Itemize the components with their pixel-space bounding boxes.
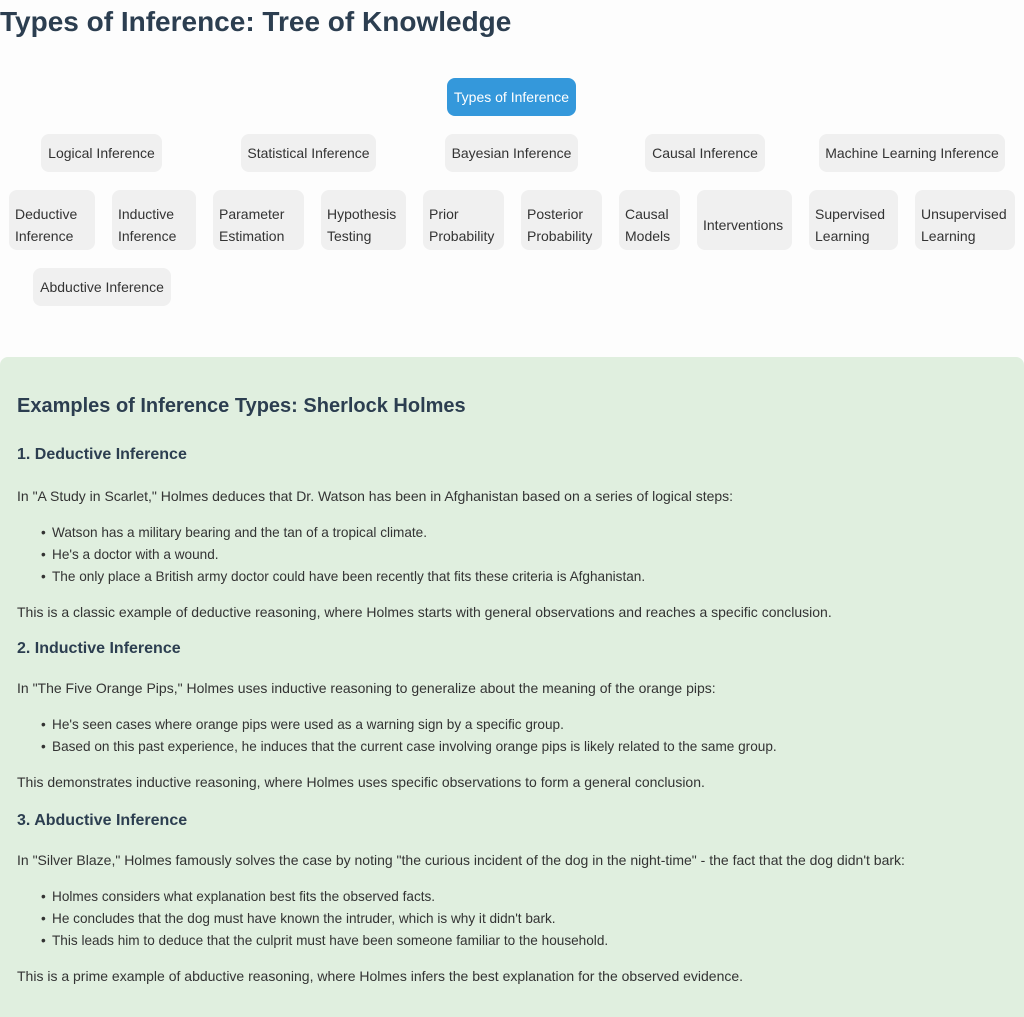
tree-node-label-line1: Prior — [429, 206, 459, 222]
tree-node-bayesian-inference[interactable] — [445, 134, 578, 172]
section-bullets — [17, 886, 1007, 952]
tree-node-unsupervised-learning[interactable] — [915, 190, 1015, 250]
section-heading: 3. Abductive Inference — [17, 812, 188, 829]
tree-node-posterior-probability[interactable] — [521, 190, 602, 250]
tree-node-parameter-estimation[interactable] — [213, 190, 304, 250]
tree-node-label: Machine Learning Inference — [825, 145, 999, 161]
list-item: • Holmes considers what explanation best fits the observed facts. — [17, 886, 1007, 908]
section-intro: In "The Five Orange Pips," Holmes uses inductive reasoning to generalize about the meaning of the orange pips: — [17, 680, 716, 696]
tree-node-label-line2: Probability — [429, 228, 495, 244]
list-item: • Based on this past experience, he induces that the current case involving orange pips is likely related to the same group. — [17, 736, 1007, 758]
tree-node-interventions[interactable] — [697, 190, 792, 250]
tree-node-label-line1: Causal — [625, 206, 669, 222]
section-outro: This is a classic example of deductive reasoning, where Holmes starts with general observations and reaches a specific conclusion. — [17, 604, 832, 620]
example-section-abductive — [17, 812, 1007, 984]
tree-node-inductive-inference[interactable] — [112, 190, 196, 250]
tree-node-label: Causal Inference — [652, 145, 758, 161]
tree-node-deductive-inference[interactable] — [9, 190, 95, 250]
tree-node-label-line2: Inference — [118, 228, 177, 244]
section-heading: 2. Inductive Inference — [17, 640, 181, 657]
section-bullets — [17, 714, 1007, 758]
examples-panel — [0, 357, 1024, 1017]
example-section-deductive — [17, 446, 1007, 620]
tree-node-hypothesis-testing[interactable] — [321, 190, 406, 250]
example-section-inductive — [17, 640, 1007, 790]
tree-node-label: Interventions — [703, 217, 784, 233]
tree-node-abductive-inference[interactable] — [33, 268, 171, 306]
tree-node-label-line1: Posterior — [527, 206, 584, 222]
page-title: Types of Inference: Tree of Knowledge — [0, 6, 512, 37]
tree-node-label-line2: Learning — [921, 228, 976, 244]
tree-node-label-line2: Inference — [15, 228, 74, 244]
tree-node-statistical-inference[interactable] — [241, 134, 376, 172]
section-heading: 1. Deductive Inference — [17, 446, 187, 463]
examples-title: Examples of Inference Types: Sherlock Holmes — [17, 395, 466, 417]
tree-node-label-line2: Learning — [815, 228, 870, 244]
list-item: • Watson has a military bearing and the tan of a tropical climate. — [17, 522, 1007, 544]
tree-node-logical-inference[interactable] — [41, 134, 162, 172]
tree-node-root[interactable] — [447, 78, 576, 116]
tree-node-label-line1: Inductive — [118, 206, 175, 222]
tree-node-label: Logical Inference — [48, 145, 155, 161]
section-outro: This demonstrates inductive reasoning, where Holmes uses specific observations to form a general conclusion. — [17, 774, 705, 790]
tree-node-label-line1: Unsupervised — [921, 206, 1007, 222]
tree-node-label-line1: Deductive — [15, 206, 78, 222]
list-item: • This leads him to deduce that the culprit must have been someone familiar to the household. — [17, 930, 1007, 952]
section-intro: In "A Study in Scarlet," Holmes deduces that Dr. Watson has been in Afghanistan based on a series of logical steps: — [17, 488, 734, 504]
list-item: • He concludes that the dog must have known the intruder, which is why it didn't bark. — [17, 908, 1007, 930]
tree-node-prior-probability[interactable] — [423, 190, 504, 250]
list-item: • He's seen cases where orange pips were used as a warning sign by a specific group. — [17, 714, 1007, 736]
tree-node-label-line2: Testing — [327, 228, 372, 244]
tree-node-label-line2: Estimation — [219, 228, 285, 244]
section-intro: In "Silver Blaze," Holmes famously solves the case by noting "the curious incident of the dog in the night-time" - the fact that the dog didn't bark: — [17, 852, 905, 868]
tree-node-label-line2: Probability — [527, 228, 593, 244]
tree-node-label: Types of Inference — [453, 89, 570, 105]
tree-node-label: Abductive Inference — [40, 279, 164, 295]
section-bullets — [17, 522, 1007, 588]
list-item: • He's a doctor with a wound. — [17, 544, 1007, 566]
section-outro: This is a prime example of abductive reasoning, where Holmes infers the best explanation for the observed evidence. — [17, 968, 744, 984]
tree-node-causal-inference[interactable] — [645, 134, 765, 172]
tree-node-label: Bayesian Inference — [451, 145, 572, 161]
tree-node-label-line2: Models — [625, 228, 671, 244]
tree-node-machine-learning-inference[interactable] — [819, 134, 1005, 172]
list-item: • The only place a British army doctor could have been recently that fits these criteria is Afghanistan. — [17, 566, 1007, 588]
tree-node-causal-models[interactable] — [619, 190, 680, 250]
tree-node-label: Statistical Inference — [247, 145, 370, 161]
tree-node-label-line1: Hypothesis — [327, 206, 397, 222]
tree-node-label-line1: Parameter — [219, 206, 285, 222]
tree-node-supervised-learning[interactable] — [809, 190, 898, 250]
tree-node-label-line1: Supervised — [815, 206, 886, 222]
